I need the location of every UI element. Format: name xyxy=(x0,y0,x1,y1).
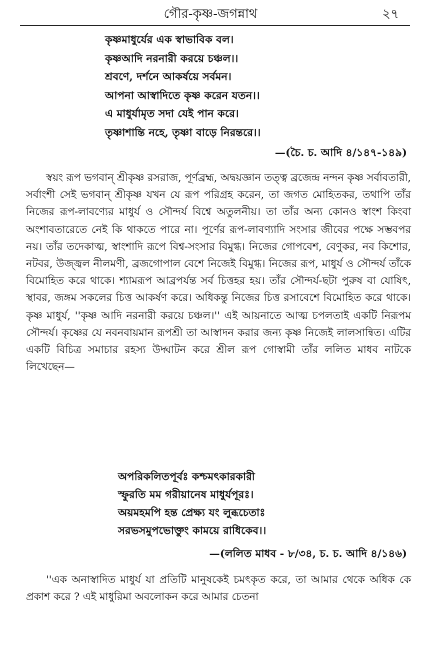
verse-line: শ্রবণে, দর্শনে আকর্ষয়ে সর্বমন। xyxy=(105,71,232,84)
closing-paragraph: ''এক অনাস্বাদিত মাধুর্য যা প্রতিটি মানুষকেই চমৎকৃত করে, তা আমার থেকে অধিক কে প্রকাশ করে ? এই মাধুরিমা অবলোকন করে আমার চেতনা xyxy=(26,574,411,604)
page-header xyxy=(0,6,421,26)
verse-line: অয়মহমপি হন্ত প্রেক্ষ্য যং লুব্ধচেতাঃ xyxy=(118,507,266,519)
verse-line: কৃষ্ণআদি নরনারী করয়ে চঞ্চল।। xyxy=(105,52,239,65)
bengali-verse xyxy=(105,31,405,143)
body-paragraph: স্বয়ং রূপ ভগবান্ শ্রীকৃষ্ণ রসরাজ, পূর্ণব্রহ্ম, অদ্বয়জ্ঞান তত্ত্ব ব্রজেন্দ্র নন্দন কৃষ্ণ সর্বাবতারী, সর্বাংশী সেই ভগবান্ শ্রীকৃষ্ণ যখন যে রূপ পরিগ্রহ করেন, তা জগত মোহিতকর, তথাপি তাঁর নিজের রূপ-লাবণ্যের মাধুর্য ও সৌন্দর্য বিশ্বে অতুলনীয়। তা তাঁর অন্য কোনও স্বাংশ কিংবা অংশাবতারেতে নেই কি থাকতে পারে না। পূর্ণের রূপ-লাবণ্যাদি সংসার জীবের পক্ষে সম্ভবপর নয়। তাঁর তদেকাত্ম, স্বাংশাদি রূপে বিশ্ব-সংসার বিমুগ্ধ। নিজের গোপবেশ, বেণুকর, নব কিশোর, নটবর, উজ্জ্বল নীলমণী, ব্রজগোপাল বেশে নিজেই বিমুগ্ধ। নিজের রূপ, মাধুর্য ও সৌন্দর্য তাঁকে বিমোহিত করে থাকে। শ্যামরূপ আব্রপর্যন্ত সর্ব চিত্তহর হয়। তাঁর সৌন্দর্য-ছটা পুরুষ বা যোষিৎ, স্থাবর, জঙ্গম সকলের চিত্ত আকর্ষণ করে। অধিকন্তু নিজের চিত্ত রসাবেশে বিমোহিত করে থাকে। কৃষ্ণ মাধুর্য, ''কৃষ্ণ আদি নরনারী করয়ে চঞ্চল।'' এই আয়নাতে আত্ম চপলতাই একটি নিরূপম সৌন্দর্য। কৃষ্ণের যে নবনবায়মান রূপশ্রী তা আস্বাদন করার জন্য কৃষ্ণ নিজেই লালসান্বিত। এটির একটি বিচিত্র সমাচার রহস্য উদ্ঘাটন করে শ্রীল রূপ গোস্বামী তাঁর ললিত মাধব নাটকে লিখেছেন— xyxy=(26,172,411,374)
verse-citation: —(চৈ. চ. আদি ৪/১৪৭-১৪৯) xyxy=(274,147,407,159)
page-number: ২৭ xyxy=(382,7,399,22)
verse-line: সরভসমুপভোক্তুং কাময়ে রাধিকেব।। xyxy=(118,525,267,537)
verse-line: এ মাধুর্যামৃত সদা যেই পান করে। xyxy=(105,108,239,121)
running-title: গৌর-কৃষ্ণ-জগন্নাথ xyxy=(163,7,258,22)
sanskrit-verse xyxy=(118,468,408,540)
header-rule xyxy=(20,25,410,26)
verse-line: আপনা আস্বাদিতে কৃষ্ণ করেন যতন।। xyxy=(105,89,260,102)
verse-citation: —(ললিত মাধব - ৮/৩৪, চ. চ. আদি ৪/১৪৬) xyxy=(209,548,407,560)
verse-line: অপরিকলিতপূর্বঃ কশ্চমৎকারকারী xyxy=(118,471,255,483)
verse-line: স্ফুরতি মম গরীয়ানেষ মাধুর্যপূরঃ। xyxy=(118,489,254,501)
verse-line: কৃষ্ণমাধুর্যের এক স্বাভাবিক বল। xyxy=(105,34,234,46)
verse-line: তৃষ্ণাশান্তি নহে, তৃষ্ণা বাড়ে নিরন্তরে।। xyxy=(105,126,261,139)
